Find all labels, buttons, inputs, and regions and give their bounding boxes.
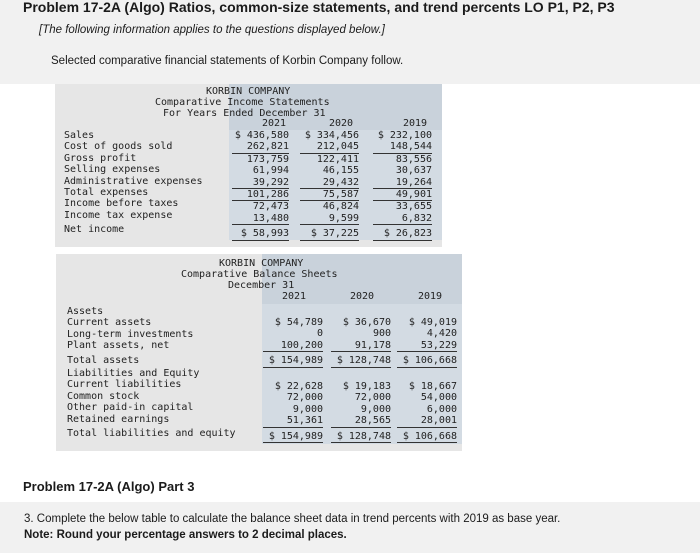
income-2021-value: 262,821 — [232, 141, 289, 153]
balance-2020-value: $ 128,748 — [331, 431, 391, 443]
income-2020-value: $ 37,225 — [300, 228, 359, 240]
balance-2019-value: 53,229 — [397, 340, 457, 352]
balance-2020-value: $ 19,183 — [342, 380, 391, 392]
income-2019-value: 49,901 — [373, 189, 432, 201]
balance-2021-value: $ 154,989 — [263, 431, 323, 443]
income-statement-period: For Years Ended December 31 — [163, 108, 326, 119]
balance-year-2020: 2020 — [350, 291, 375, 302]
income-2021-value: $ 436,580 — [234, 130, 289, 141]
income-2019-value: 148,544 — [373, 141, 432, 153]
problem-intro: Selected comparative financial statements of Korbin Company follow. — [51, 55, 404, 67]
balance-company-name: KORBIN COMPANY — [219, 258, 304, 269]
balance-2021-value: 100,200 — [263, 340, 323, 352]
income-2019-value: 19,264 — [373, 177, 432, 189]
income-2021-value: 13,480 — [232, 213, 289, 225]
question-band — [0, 502, 700, 553]
balance-2020-value: $ 128,748 — [331, 355, 391, 367]
income-row-label: Cost of goods sold — [64, 141, 173, 153]
income-2020-value: 46,155 — [322, 165, 359, 177]
income-2019-value: 6,832 — [373, 213, 432, 225]
income-2020-value: 212,045 — [300, 141, 359, 153]
balance-2020-value: 900 — [372, 328, 391, 340]
balance-labels-column — [67, 306, 267, 439]
balance-2019-column — [397, 317, 457, 443]
problem-title: Problem 17-2A (Algo) Ratios, common-size statements, and trend percents LO P1, P2, P3 — [23, 0, 615, 15]
balance-2019-value: $ 106,668 — [397, 431, 457, 443]
balance-sheet-period: December 31 — [228, 280, 295, 291]
income-statement-title: Comparative Income Statements — [155, 97, 330, 108]
income-row-label: Income tax expense — [64, 209, 173, 221]
income-2021-value: 39,292 — [232, 177, 289, 189]
income-2021-value: 101,286 — [232, 189, 289, 201]
balance-row-label: Total assets — [67, 354, 140, 366]
balance-2019-value: 28,001 — [397, 415, 457, 427]
income-2021-value: 173,759 — [246, 153, 289, 165]
income-row-label: Income before taxes — [64, 198, 179, 210]
problem-note: [The following information applies to the questions displayed below.] — [39, 24, 385, 36]
income-row-label: Total expenses — [64, 186, 149, 198]
income-row-label: Selling expenses — [64, 164, 161, 176]
balance-row-label: Retained earnings — [67, 413, 170, 425]
part-title: Problem 17-2A (Algo) Part 3 — [23, 479, 195, 494]
income-2020-value: 75,587 — [300, 189, 359, 201]
balance-row-label: Other paid-in capital — [67, 402, 194, 414]
balance-2019-value: $ 49,019 — [408, 317, 457, 328]
balance-2020-value: $ 36,670 — [342, 317, 391, 328]
income-2020-value: 46,824 — [322, 201, 359, 213]
balance-2019-value: 6,000 — [426, 403, 457, 415]
balance-sheet-title: Comparative Balance Sheets — [181, 269, 338, 280]
income-2019-value: $ 26,823 — [373, 228, 432, 240]
income-2021-column — [232, 130, 289, 241]
income-labels-column — [64, 130, 234, 236]
question-note: Note: Round your percentage answers to 2 decimal places. — [24, 529, 347, 541]
balance-row-label: Total liabilities and equity — [67, 427, 236, 439]
income-row-label: Net income — [64, 224, 125, 236]
income-2020-value: $ 334,456 — [304, 130, 359, 141]
balance-2020-value: 72,000 — [354, 392, 391, 404]
income-2020-value: 29,432 — [300, 177, 359, 189]
income-2019-column — [373, 130, 432, 241]
income-2021-value: $ 58,993 — [232, 228, 289, 240]
income-2019-value: 83,556 — [395, 153, 432, 165]
balance-row-label: Common stock — [67, 390, 140, 402]
balance-2019-value: $ 106,668 — [397, 355, 457, 367]
income-year-2019: 2019 — [403, 118, 428, 129]
income-2020-value: 122,411 — [316, 153, 359, 165]
balance-2021-value: 72,000 — [286, 392, 323, 404]
balance-2020-column — [331, 317, 391, 443]
balance-2021-value: 0 — [316, 328, 323, 340]
income-2019-value: 30,637 — [395, 165, 432, 177]
balance-2020-value: 91,178 — [331, 340, 391, 352]
balance-2019-value: 54,000 — [420, 392, 457, 404]
balance-2019-value: 4,420 — [426, 328, 457, 340]
balance-2020-value: 28,565 — [331, 415, 391, 427]
income-year-2021: 2021 — [262, 118, 287, 129]
income-row-label: Administrative expenses — [64, 175, 203, 187]
income-2020-column — [300, 130, 359, 241]
balance-row-label: Current assets — [67, 317, 152, 329]
balance-row-label: Current liabilities — [67, 379, 182, 391]
income-2021-value: 72,473 — [252, 201, 289, 213]
income-2021-value: 61,994 — [252, 165, 289, 177]
balance-2021-column — [263, 317, 323, 443]
balance-2021-value: $ 154,989 — [263, 355, 323, 367]
balance-2021-value: 9,000 — [292, 403, 323, 415]
balance-2021-value: 51,361 — [263, 415, 323, 427]
income-year-2020: 2020 — [329, 118, 354, 129]
balance-year-2019: 2019 — [418, 291, 443, 302]
balance-row-label: Plant assets, net — [67, 340, 170, 352]
income-2019-value: 33,655 — [395, 201, 432, 213]
income-2020-value: 9,599 — [300, 213, 359, 225]
balance-row-label: Long-term investments — [67, 328, 194, 340]
equity-heading: Liabilities and Equity — [67, 367, 200, 379]
income-2019-value: $ 232,100 — [377, 130, 432, 141]
income-company-name: KORBIN COMPANY — [206, 86, 291, 97]
question-text: 3. Complete the below table to calculate the balance sheet data in trend percents with 2019 as base year. — [24, 513, 561, 525]
balance-2021-value: $ 54,789 — [274, 317, 323, 328]
assets-heading: Assets — [67, 306, 104, 317]
balance-2021-value: $ 22,628 — [274, 380, 323, 392]
balance-2019-value: $ 18,667 — [408, 380, 457, 392]
income-row-label: Sales — [64, 130, 95, 141]
balance-2020-value: 9,000 — [360, 403, 391, 415]
income-row-label: Gross profit — [64, 152, 137, 164]
balance-year-2021: 2021 — [282, 291, 307, 302]
